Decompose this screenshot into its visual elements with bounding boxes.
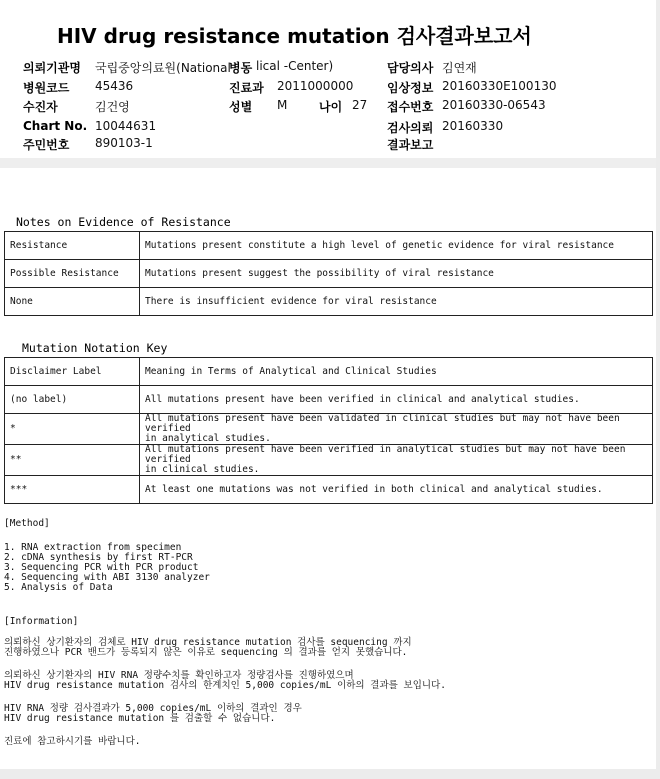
information-line: 진행하였으나 PCR 밴드가 등록되지 않은 이유로 sequencing 의 결과를 얻지 못했습니다. [4,647,408,658]
chart-no-value: 10044631 [95,119,157,133]
table-row [5,445,653,476]
method-title: [Method] [4,518,50,529]
method-step: 4. Sequencing with ABI 3130 analyzer [4,572,210,583]
department-value: 2011000000 [277,79,354,93]
table-header-row [5,358,653,386]
method-steps [4,543,210,593]
mutation-key-table [4,357,653,504]
report-date-label: 결과보고 [387,138,434,152]
information-paragraph-1 [4,638,412,658]
table-row [5,232,653,260]
sex-label: 성별 [229,100,253,114]
age-value: 27 [352,98,368,112]
mutation-key-text [140,414,653,445]
mutation-key-text [140,476,653,504]
information-line: HIV drug resistance mutation 를 검출할 수 없습니다. [4,713,276,724]
table-row [5,476,653,504]
notes-row-text: There is insufficient evidence for viral resistance [140,288,653,316]
method-step: 3. Sequencing PCR with PCR product [4,562,199,573]
information-line: 의뢰하신 상기환자의 검체로 HIV drug resistance mutation 검사를 sequencing 까지 [4,637,412,648]
notes-row-label: Possible Resistance [5,260,140,288]
clinical-info-value: 20160330E100130 [442,79,557,93]
request-date-value: 20160330 [442,119,504,133]
clinical-info-label: 임상정보 [387,81,434,95]
information-paragraph-2 [4,671,446,691]
physician-label: 담당의사 [387,61,434,75]
column-header-meaning: Meaning in Terms of Analytical and Clinical Studies [140,358,653,386]
notes-table [4,231,653,316]
information-line: HIV RNA 정량 검사결과가 5,000 copies/mL 이하의 결과인 경우 [4,703,302,714]
table-row [5,260,653,288]
mutation-key-text-line: At least one mutations was not verified in both clinical and analytical studies. [145,483,603,495]
table-row [5,414,653,445]
information-title: [Information] [4,616,79,627]
mutation-key-text-line: All mutations present have been validated in clinical studies but may not have been verified [145,413,620,434]
notes-row-text: Mutations present constitute a high level of genetic evidence for viral resistance [140,232,653,260]
header-separator [0,158,656,168]
method-step: 5. Analysis of Data [4,582,113,593]
information-line: 진료에 참고하시기를 바랍니다. [4,736,141,747]
requesting-institution-value: 국립중앙의료원(National [95,61,231,75]
information-paragraph-3 [4,704,302,724]
mutation-key-label: * [5,414,140,445]
hospital-code-label: 병원코드 [23,81,70,95]
receipt-no-label: 접수번호 [387,100,434,114]
notes-row-label: Resistance [5,232,140,260]
notes-row-text: Mutations present suggest the possibility of viral resistance [140,260,653,288]
mutation-key-section-title: Mutation Notation Key [22,341,168,355]
age-label: 나이 [319,100,343,114]
method-section [4,519,50,529]
mutation-key-text [140,445,653,476]
mutation-key-text-line: All mutations present have been verified in clinical and analytical studies. [145,393,580,405]
ward-label: 병동 [229,61,253,75]
method-step: 1. RNA extraction from specimen [4,542,182,553]
column-header-label: Disclaimer Label [5,358,140,386]
requesting-institution-label: 의뢰기관명 [23,61,81,75]
request-date-label: 검사의뢰 [387,121,434,135]
physician-value: 김연재 [442,61,477,75]
sex-value: M [277,98,288,112]
recipient-value: 김건영 [95,100,130,114]
mutation-key-text-line: in clinical studies. [145,464,260,475]
notes-row-label: None [5,288,140,316]
department-label: 진료과 [229,81,264,95]
mutation-key-text [140,386,653,414]
resident-no-value: 890103-1 [95,136,153,150]
ward-value: lical -Center) [256,59,334,73]
mutation-key-text-line: in analytical studies. [145,433,271,444]
chart-no-label: Chart No. [23,119,88,133]
mutation-key-text-line: All mutations present have been verified in analytical studies but may not have been verified [145,444,626,465]
table-row [5,288,653,316]
notes-section-title: Notes on Evidence of Resistance [16,215,231,229]
information-line: 의뢰하신 상기환자의 HIV RNA 정량수치를 확인하고자 정량검사를 진행하였으며 [4,670,354,681]
mutation-key-label: *** [5,476,140,504]
resident-no-label: 주민번호 [23,138,70,152]
table-row [5,386,653,414]
report-title: HIV drug resistance mutation 검사결과보고서 [57,24,532,48]
hospital-code-value: 45436 [95,79,134,93]
mutation-key-label: ** [5,445,140,476]
method-step: 2. cDNA synthesis by first RT-PCR [4,552,193,563]
information-section [4,617,78,627]
mutation-key-label: (no label) [5,386,140,414]
recipient-label: 수진자 [23,100,58,114]
information-paragraph-4 [4,737,140,747]
information-line: HIV drug resistance mutation 검사의 한계치인 5,000 copies/mL 이하의 결과를 보입니다. [4,680,446,691]
receipt-no-value: 20160330-06543 [442,98,546,112]
